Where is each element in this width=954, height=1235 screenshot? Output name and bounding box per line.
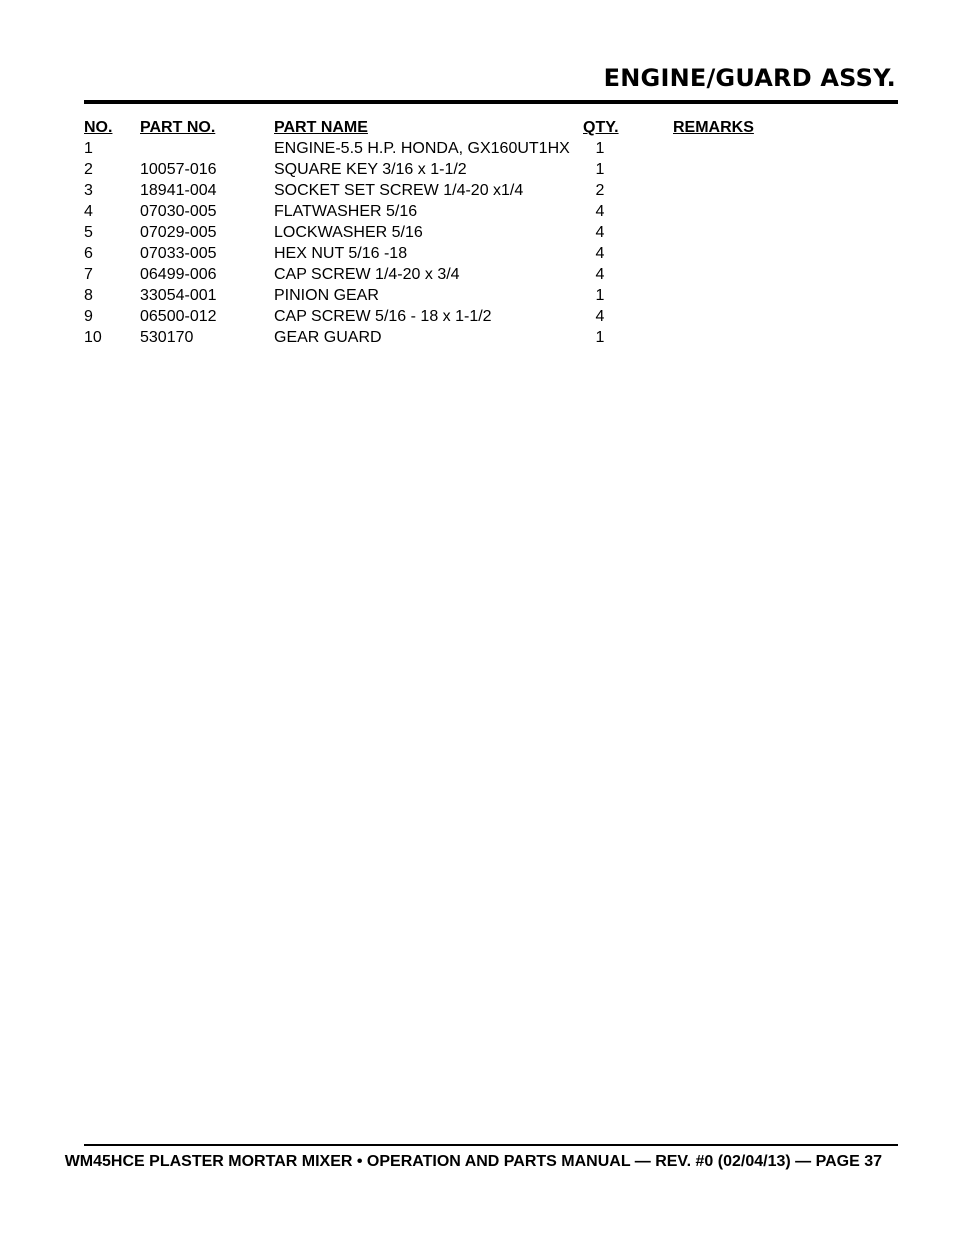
title-divider	[84, 100, 898, 104]
table-row	[84, 159, 898, 180]
cell-part-name: SQUARE KEY 3/16 x 1-1/2	[274, 161, 467, 178]
table-row	[84, 264, 898, 285]
table-row	[84, 306, 898, 327]
cell-no: 8	[84, 287, 93, 304]
cell-part-name: CAP SCREW 5/16 - 18 x 1-1/2	[274, 308, 492, 325]
cell-no: 9	[84, 308, 93, 325]
cell-part-no: 18941-004	[140, 182, 217, 199]
table-row	[84, 180, 898, 201]
page-footer: WM45HCE PLASTER MORTAR MIXER • OPERATION AND PARTS MANUAL — REV. #0 (02/04/13) — PAGE 37	[64, 1153, 882, 1170]
cell-qty: 1	[595, 161, 605, 178]
cell-part-name: SOCKET SET SCREW 1/4-20 x1/4	[274, 182, 524, 199]
cell-part-name: CAP SCREW 1/4-20 x 3/4	[274, 266, 460, 283]
cell-qty: 4	[595, 245, 605, 262]
cell-no: 5	[84, 224, 93, 241]
cell-no: 7	[84, 266, 93, 283]
cell-qty: 1	[595, 287, 605, 304]
cell-part-no: 06499-006	[140, 266, 217, 283]
cell-part-name: PINION GEAR	[274, 287, 379, 304]
column-header-part-no: PART NO.	[140, 119, 216, 136]
cell-part-no: 06500-012	[140, 308, 217, 325]
cell-part-no: 33054-001	[140, 287, 217, 304]
page-title: ENGINE/GUARD ASSY.	[603, 64, 896, 92]
column-header-remarks: REMARKS	[673, 119, 754, 136]
table-row	[84, 201, 898, 222]
table-body	[84, 138, 898, 348]
cell-part-no: 10057-016	[140, 161, 217, 178]
cell-no: 10	[84, 329, 102, 346]
table-row	[84, 222, 898, 243]
cell-part-no: 07030-005	[140, 203, 217, 220]
cell-qty: 1	[595, 329, 605, 346]
table-header-row	[84, 117, 898, 138]
table-row	[84, 138, 898, 159]
cell-no: 2	[84, 161, 93, 178]
column-header-no: NO.	[84, 119, 113, 136]
cell-no: 3	[84, 182, 93, 199]
cell-part-name: LOCKWASHER 5/16	[274, 224, 423, 241]
table-row	[84, 243, 898, 264]
cell-qty: 4	[595, 266, 605, 283]
parts-table	[84, 117, 898, 348]
cell-no: 4	[84, 203, 93, 220]
cell-part-no: 530170	[140, 329, 194, 346]
cell-no: 1	[84, 140, 93, 157]
cell-qty: 4	[595, 203, 605, 220]
column-header-qty: QTY.	[583, 119, 619, 136]
cell-part-no: 07029-005	[140, 224, 217, 241]
table-row	[84, 327, 898, 348]
cell-part-name: FLATWASHER 5/16	[274, 203, 418, 220]
cell-part-name: HEX NUT 5/16 -18	[274, 245, 408, 262]
cell-part-no: 07033-005	[140, 245, 217, 262]
column-header-part-name: PART NAME	[274, 119, 368, 136]
cell-qty: 4	[595, 224, 605, 241]
cell-qty: 1	[595, 140, 605, 157]
cell-part-name: ENGINE-5.5 H.P. HONDA, GX160UT1HX	[274, 140, 570, 157]
cell-qty: 2	[595, 182, 605, 199]
cell-no: 6	[84, 245, 93, 262]
cell-part-name: GEAR GUARD	[274, 329, 382, 346]
table-row	[84, 285, 898, 306]
footer-divider	[84, 1144, 898, 1146]
cell-qty: 4	[595, 308, 605, 325]
